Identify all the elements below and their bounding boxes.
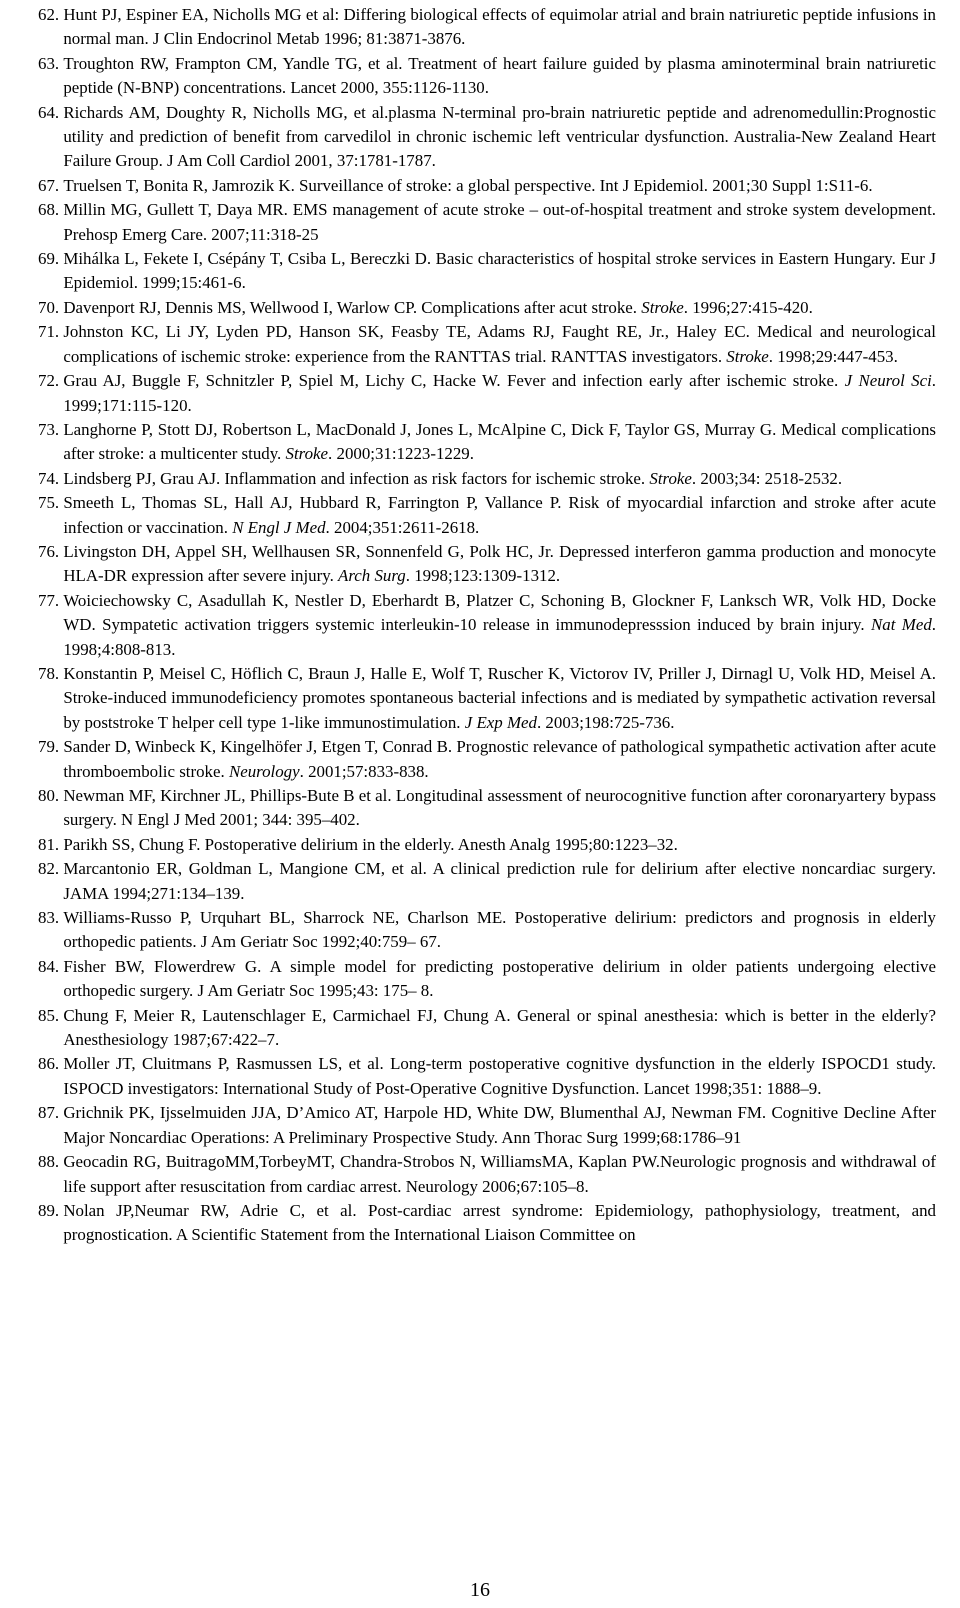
reference-text xyxy=(63,491,936,540)
reference-item xyxy=(38,955,936,1004)
reference-item xyxy=(38,247,936,296)
reference-item xyxy=(38,467,936,491)
reference-segment: Konstantin P, Meisel C, Höflich C, Braun J, Halle E, Wolf T, Ruscher K, Victorov IV, Priller J, Dirnagl U, Volk HD, Meisel A. Stroke-induced immunodeficiency promotes spontaneous bacterial infections and is mediated by sympathetic activation reversal by poststroke T helper cell type 1-like immunostimulation. xyxy=(63,663,936,732)
reference-segment: Johnston KC, Li JY, Lyden PD, Hanson SK, Feasby TE, Adams RJ, Faught RE, Jr., Haley EC. Medical and neurological complications of ischemic stroke: experience from the RANTTAS trial. RANTTAS investigators. xyxy=(63,322,936,366)
reference-segment: Grichnik PK, Ijsselmuiden JJA, D’Amico AT, Harpole HD, White DW, Blumenthal AJ, Newman FM. Cognitive Decline After Major Noncardiac Operations: A Preliminary Prospective Study. Ann Thorac Surg 1999;68:1786–91 xyxy=(63,1103,936,1147)
reference-item xyxy=(38,198,936,247)
reference-item xyxy=(38,296,936,320)
reference-number: 67. xyxy=(38,175,64,195)
journal-name: Stroke xyxy=(726,346,769,366)
reference-number: 81. xyxy=(38,834,64,854)
reference-segment: Richards AM, Doughty R, Nicholls MG, et al.plasma N-terminal pro-brain natriuretic peptide and adrenomedullin:Prognostic utility and prediction of benefit from carvedilol in chronic ischemic left ventricular dysfunction. Australia-New Zealand Heart Failure Group. J Am Coll Cardiol 2001, 37:1781-1787. xyxy=(63,102,936,171)
reference-text xyxy=(63,52,936,101)
reference-segment: . 1999;171:115-120. xyxy=(63,371,936,415)
reference-item xyxy=(38,174,936,198)
reference-item xyxy=(38,1052,936,1101)
reference-text xyxy=(63,906,936,955)
reference-segment: Hunt PJ, Espiner EA, Nicholls MG et al: Differing biological effects of equimolar atrial and brain natriuretic peptide infusions in normal man. J Clin Endocrinol Metab 1996; 81:3871-3876. xyxy=(63,5,936,49)
reference-text xyxy=(63,1052,936,1101)
page-number: 16 xyxy=(470,1579,490,1601)
reference-item xyxy=(38,857,936,906)
reference-text xyxy=(63,247,936,296)
reference-segment: Livingston DH, Appel SH, Wellhausen SR, Sonnenfeld G, Polk HC, Jr. Depressed interferon gamma production and monocyte HLA-DR expression after severe injury. xyxy=(63,541,936,586)
reference-segment: Parikh SS, Chung F. Postoperative delirium in the elderly. Anesth Analg 1995;80:1223–32. xyxy=(63,834,678,854)
reference-segment: . 2001;57:833-838. xyxy=(299,761,429,781)
reference-text xyxy=(63,320,936,369)
reference-number: 87. xyxy=(38,1103,64,1123)
journal-name: Neurology xyxy=(228,761,300,781)
reference-list xyxy=(38,3,936,1248)
reference-text xyxy=(63,1199,936,1248)
reference-item xyxy=(38,1150,936,1199)
reference-number: 73. xyxy=(38,419,64,439)
reference-number: 86. xyxy=(38,1054,64,1074)
reference-segment: Mihálka L, Fekete I, Csépány T, Csiba L, Bereczki D. Basic characteristics of hospital stroke services in Eastern Hungary. Eur J Epidemiol. 1999;15:461-6. xyxy=(63,249,936,293)
reference-text xyxy=(63,198,936,247)
reference-segment: . 1998;4:808-813. xyxy=(63,615,937,659)
reference-number: 70. xyxy=(38,297,64,317)
reference-segment: . 1996;27:415-420. xyxy=(683,297,813,317)
reference-number: 77. xyxy=(38,590,64,610)
reference-number: 75. xyxy=(38,493,64,513)
reference-segment: Moller JT, Cluitmans P, Rasmussen LS, et al. Long-term postoperative cognitive dysfunction in the elderly ISPOCD1 study. ISPOCD investigators: International Study of Post-Operative Cognitive Dysfunction. Lancet 1998;351: 1888–9. xyxy=(63,1054,936,1098)
reference-number: 88. xyxy=(38,1152,64,1172)
reference-text xyxy=(63,418,936,467)
journal-name: Arch Surg xyxy=(338,566,406,586)
reference-text xyxy=(63,589,936,662)
reference-text xyxy=(63,784,936,833)
reference-segment: Woiciechowsky C, Asadullah K, Nestler D, Eberhardt B, Platzer C, Schoning B, Glockner F, Lanksch WR, Volk HD, Docke WD. Sympatetic activation triggers systemic interleukin-10 release in immunodepresssion induced by brain injury. xyxy=(63,590,936,635)
reference-number: 74. xyxy=(38,468,64,488)
reference-segment: Marcantonio ER, Goldman L, Mangione CM, et al. A clinical prediction rule for delirium after elective noncardiac surgery. JAMA 1994;271:134–139. xyxy=(63,859,936,903)
reference-item xyxy=(38,52,936,101)
reference-segment: Grau AJ, Buggle F, Schnitzler P, Spiel M, Lichy C, Hacke W. Fever and infection early after ischemic stroke. xyxy=(63,371,845,391)
reference-segment: Sander D, Winbeck K, Kingelhöfer J, Etgen T, Conrad B. Prognostic relevance of pathological sympathetic activation after acute thromboembolic stroke. xyxy=(63,737,936,781)
reference-segment: Nolan JP,Neumar RW, Adrie C, et al. Post-cardiac arrest syndrome: Epidemiology, pathophysiology, treatment, and prognostication. A Scientific Statement from the International Liaison Committee on xyxy=(63,1200,936,1245)
reference-item xyxy=(38,1101,936,1150)
reference-item xyxy=(38,833,936,857)
reference-number: 89. xyxy=(38,1200,64,1220)
reference-number: 76. xyxy=(38,541,64,561)
reference-number: 79. xyxy=(38,737,64,757)
reference-item xyxy=(38,418,936,467)
reference-item xyxy=(38,784,936,833)
reference-segment: Davenport RJ, Dennis MS, Wellwood I, Warlow CP. Complications after acut stroke. xyxy=(63,297,642,317)
journal-name: Nat Med xyxy=(871,615,932,635)
reference-item xyxy=(38,369,936,418)
reference-segment: Langhorne P, Stott DJ, Robertson L, MacDonald J, Jones L, McAlpine C, Dick F, Taylor GS, Murray G. Medical complications after stroke: a multicenter study. xyxy=(63,419,936,464)
reference-text xyxy=(63,1101,936,1150)
reference-segment: Millin MG, Gullett T, Daya MR. EMS management of acute stroke – out-of-hospital treatment and stroke system development. Prehosp Emerg Care. 2007;11:318-25 xyxy=(63,200,936,244)
reference-number: 83. xyxy=(38,908,64,928)
reference-segment: Chung F, Meier R, Lautenschlager E, Carmichael FJ, Chung A. General or spinal anesthesia: which is better in the elderly? Anesthesiology 1987;67:422–7. xyxy=(63,1005,936,1050)
reference-segment: Newman MF, Kirchner JL, Phillips-Bute B et al. Longitudinal assessment of neurocognitive function after coronaryartery bypass surgery. N Engl J Med 2001; 344: 395–402. xyxy=(63,786,936,830)
reference-text xyxy=(63,174,936,198)
reference-item xyxy=(38,491,936,540)
reference-number: 80. xyxy=(38,786,64,805)
reference-number: 85. xyxy=(38,1005,64,1025)
journal-name: J Neurol Sci xyxy=(844,371,932,391)
reference-text xyxy=(63,467,936,491)
reference-segment: . 1998;123:1309-1312. xyxy=(405,566,561,586)
reference-text xyxy=(63,3,936,52)
reference-number: 62. xyxy=(38,5,64,24)
reference-segment: Lindsberg PJ, Grau AJ. Inflammation and infection as risk factors for ischemic stroke. xyxy=(63,468,650,488)
reference-item xyxy=(38,735,936,784)
reference-segment: . 2000;31:1223-1229. xyxy=(328,444,474,464)
reference-segment: Troughton RW, Frampton CM, Yandle TG, et al. Treatment of heart failure guided by plasma aminoterminal brain natriuretic peptide (N-BNP) concentrations. Lancet 2000, 355:1126-1130. xyxy=(63,53,936,98)
reference-text xyxy=(63,833,936,857)
reference-number: 71. xyxy=(38,322,64,342)
reference-text xyxy=(63,1004,936,1053)
reference-text xyxy=(63,955,936,1004)
journal-name: Stroke xyxy=(641,297,684,317)
reference-item xyxy=(38,906,936,955)
reference-item xyxy=(38,320,936,369)
reference-text xyxy=(63,540,936,589)
reference-item xyxy=(38,540,936,589)
reference-segment: Fisher BW, Flowerdrew G. A simple model for predicting postoperative delirium in older patients undergoing elective orthopedic surgery. J Am Geriatr Soc 1995;43: 175– 8. xyxy=(63,956,936,1001)
journal-name: N Engl J Med xyxy=(232,517,326,537)
reference-text xyxy=(63,296,936,320)
reference-text xyxy=(63,101,936,174)
reference-segment: . 2004;351:2611-2618. xyxy=(325,517,480,537)
reference-number: 69. xyxy=(38,249,64,269)
reference-segment: Geocadin RG, BuitragoMM,TorbeyMT, Chandra-Strobos N, WilliamsMA, Kaplan PW.Neurologic prognosis and withdrawal of life support after resuscitation from cardiac arrest. Neurology 2006;67:105–8. xyxy=(63,1152,936,1196)
reference-segment: . 2003;34: 2518-2532. xyxy=(691,468,843,488)
reference-item xyxy=(38,1199,936,1248)
reference-number: 72. xyxy=(38,371,64,391)
reference-item xyxy=(38,101,936,174)
reference-text xyxy=(63,735,936,784)
journal-name: Stroke xyxy=(649,468,692,488)
reference-number: 68. xyxy=(38,200,64,220)
reference-number: 84. xyxy=(38,956,64,976)
reference-text xyxy=(63,662,936,735)
reference-number: 64. xyxy=(38,102,64,122)
reference-text xyxy=(63,857,936,906)
reference-item xyxy=(38,1004,936,1053)
reference-segment: . 1998;29:447-453. xyxy=(768,346,898,366)
reference-segment: Williams-Russo P, Urquhart BL, Sharrock NE, Charlson ME. Postoperative delirium: predictors and prognosis in elderly orthopedic patients. J Am Geriatr Soc 1992;40:759– 67. xyxy=(63,908,936,952)
reference-item xyxy=(38,589,936,662)
reference-segment: . 2003;198:725-736. xyxy=(536,712,675,732)
reference-text xyxy=(63,1150,936,1199)
reference-number: 82. xyxy=(38,859,64,879)
reference-number: 78. xyxy=(38,663,64,683)
reference-item xyxy=(38,3,936,52)
reference-segment: Truelsen T, Bonita R, Jamrozik K. Surveillance of stroke: a global perspective. Int J Epidemiol. 2001;30 Suppl 1:S11-6. xyxy=(63,175,873,195)
reference-segment: Smeeth L, Thomas SL, Hall AJ, Hubbard R, Farrington P, Vallance P. Risk of myocardial infarction and stroke after acute infection or vaccination. xyxy=(63,493,936,537)
journal-name: J Exp Med xyxy=(464,712,537,732)
reference-item xyxy=(38,662,936,735)
reference-number: 63. xyxy=(38,53,64,73)
reference-text xyxy=(63,369,936,418)
journal-name: Stroke xyxy=(285,444,329,464)
